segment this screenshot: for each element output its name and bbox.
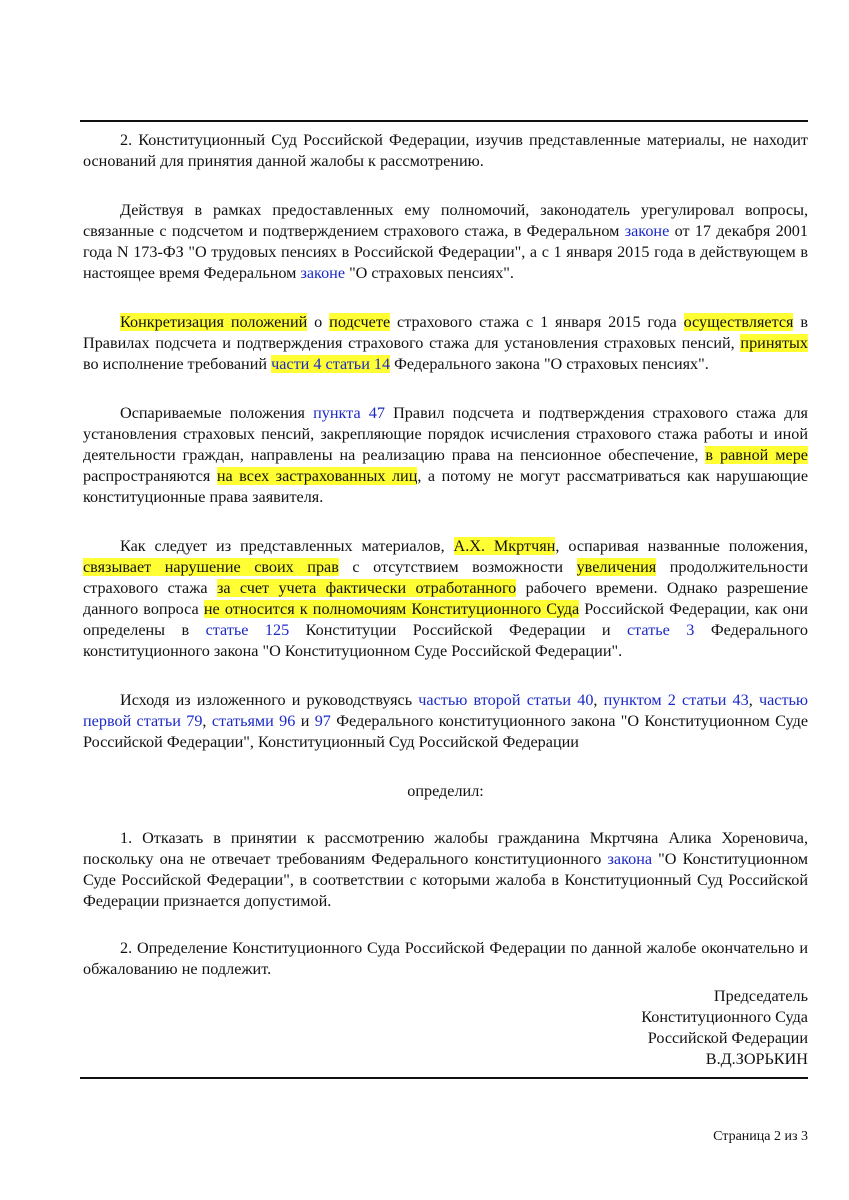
highlight-links-violation: связывает нарушение своих прав [83,558,339,576]
link-article-125[interactable]: статье 125 [205,621,290,639]
highlight-carried-out: осуществляется [683,313,794,331]
bottom-rule [80,1077,808,1079]
signature-country: Российской Федерации [647,1029,808,1047]
paragraph-basis: Исходя из изложенного и руководствуясь частью второй статьи 40, пунктом 2 статьи 43, частью первой статьи 79, статьями 96 и 97 Федерального конституционного закона "О Конституционном Суде Российской Федерации", Конституционный Суд Российской Федерации [83,691,809,751]
document-body [83,130,808,980]
link-law-const-court[interactable]: закона [607,850,653,868]
highlight-not-competence: не относится к полномочиям Конституционного Суда [203,600,580,618]
link-part-1-article-79[interactable]: частью первой статьи 79 [83,691,808,730]
signature-block [641,986,808,1070]
highlight-adopted: принятых [740,334,808,352]
highlight-equally: в равной мере [705,446,808,464]
paragraph-disputed-provisions: Оспариваемые положения пункта 47 Правил подсчета и подтверждения страхового стажа для установления страховых пенсий, закрепляющие порядок исчисления страхового стажа работы и иной деятельности граждан, направлены на реализацию права на пенсионное обеспечение, в равной мере распространяются на всех застрахованных лиц, а потому не могут рассматриваться как нарушающие конституционные права заявителя. [83,404,808,506]
highlight-counting: подсчете [329,313,391,331]
page-number: Страница 2 из 3 [713,1129,808,1144]
paragraph-legislator-actions: Действуя в рамках предоставленных ему полномочий, законодатель урегулировал вопросы, связанные с подсчетом и подтверждением страхового стажа, в Федеральном законе от 17 декабря 2001 года N 173-ФЗ "О трудовых пенсиях в Российской Федерации", а с 1 января 2015 года в действующем в настоящее время Федеральном законе "О страховых пенсиях". [83,201,808,282]
link-article-3[interactable]: статье 3 [626,621,695,639]
link-point-47[interactable]: пункта 47 [313,404,385,422]
resolution-item-2: 2. Определение Конституционного Суда Российской Федерации по данной жалобе окончательно и обжалованию не подлежит. [83,939,808,978]
signature-name: В.Д.ЗОРЬКИН [705,1050,808,1068]
highlight-applicant-name: А.Х. Мкртчян [453,537,556,555]
signature-court: Конституционного Суда [641,1008,808,1026]
link-law-173[interactable]: законе [624,222,670,240]
top-rule [80,120,808,122]
paragraph-item-2: 2. Конституционный Суд Российской Федерации, изучив представленные материалы, не находит оснований для принятия данной жалобы к рассмотрению. [83,131,808,170]
resolution-item-1: 1. Отказать в принятии к рассмотрению жалобы гражданина Мкртчяна Алика Хореновича, поскольку она не отвечает требованиям Федерального конституционного закона "О Конституционном Суде Российской Федерации", в соответствии с которыми жалоба в Конституционный Суд Российской Федерации признается допустимой. [83,829,808,910]
signature-title: Председатель [713,987,808,1005]
link-article-97[interactable]: 97 [314,712,331,730]
highlight-increase: увеличения [576,558,657,576]
link-part-2-article-40[interactable]: частью второй статьи 40 [418,691,594,709]
paragraph-concretization: Конкретизация положений о подсчете страхового стажа с 1 января 2015 года осуществляется в Правилах подсчета и подтверждения страхового стажа для установления страховых пенсий, принятых во исполнение требований части 4 статьи 14 Федерального закона "О страховых пенсиях". [83,313,808,373]
highlight-actually-worked: за счет учета фактически отработанного [216,579,517,597]
link-point-2-article-43[interactable]: пунктом 2 статьи 43 [603,691,749,709]
link-part-4-article-14[interactable]: части 4 статьи 14 [271,355,391,373]
decided-heading: определил: [407,782,484,800]
paragraph-materials: Как следует из представленных материалов, А.Х. Мкртчян, оспаривая названные положения, связывает нарушение своих прав с отсутствием возможности увеличения продолжительности страхового стажа за счет учета фактически отработанного рабочего времени. Однако разрешение данного вопроса не относится к полномочиям Конституционного Суда Российской Федерации, как они определены в статье 125 Конституции Российской Федерации и статье 3 Федерального конституционного закона "О Конституционном Суде Российской Федерации". [83,537,809,660]
highlight-concretization: Конкретизация положений [120,313,308,331]
link-law-insurance-pensions[interactable]: законе [300,264,346,282]
link-article-96[interactable]: статьями 96 [211,712,296,730]
highlight-all-insured: на всех застрахованных лиц [216,467,418,485]
